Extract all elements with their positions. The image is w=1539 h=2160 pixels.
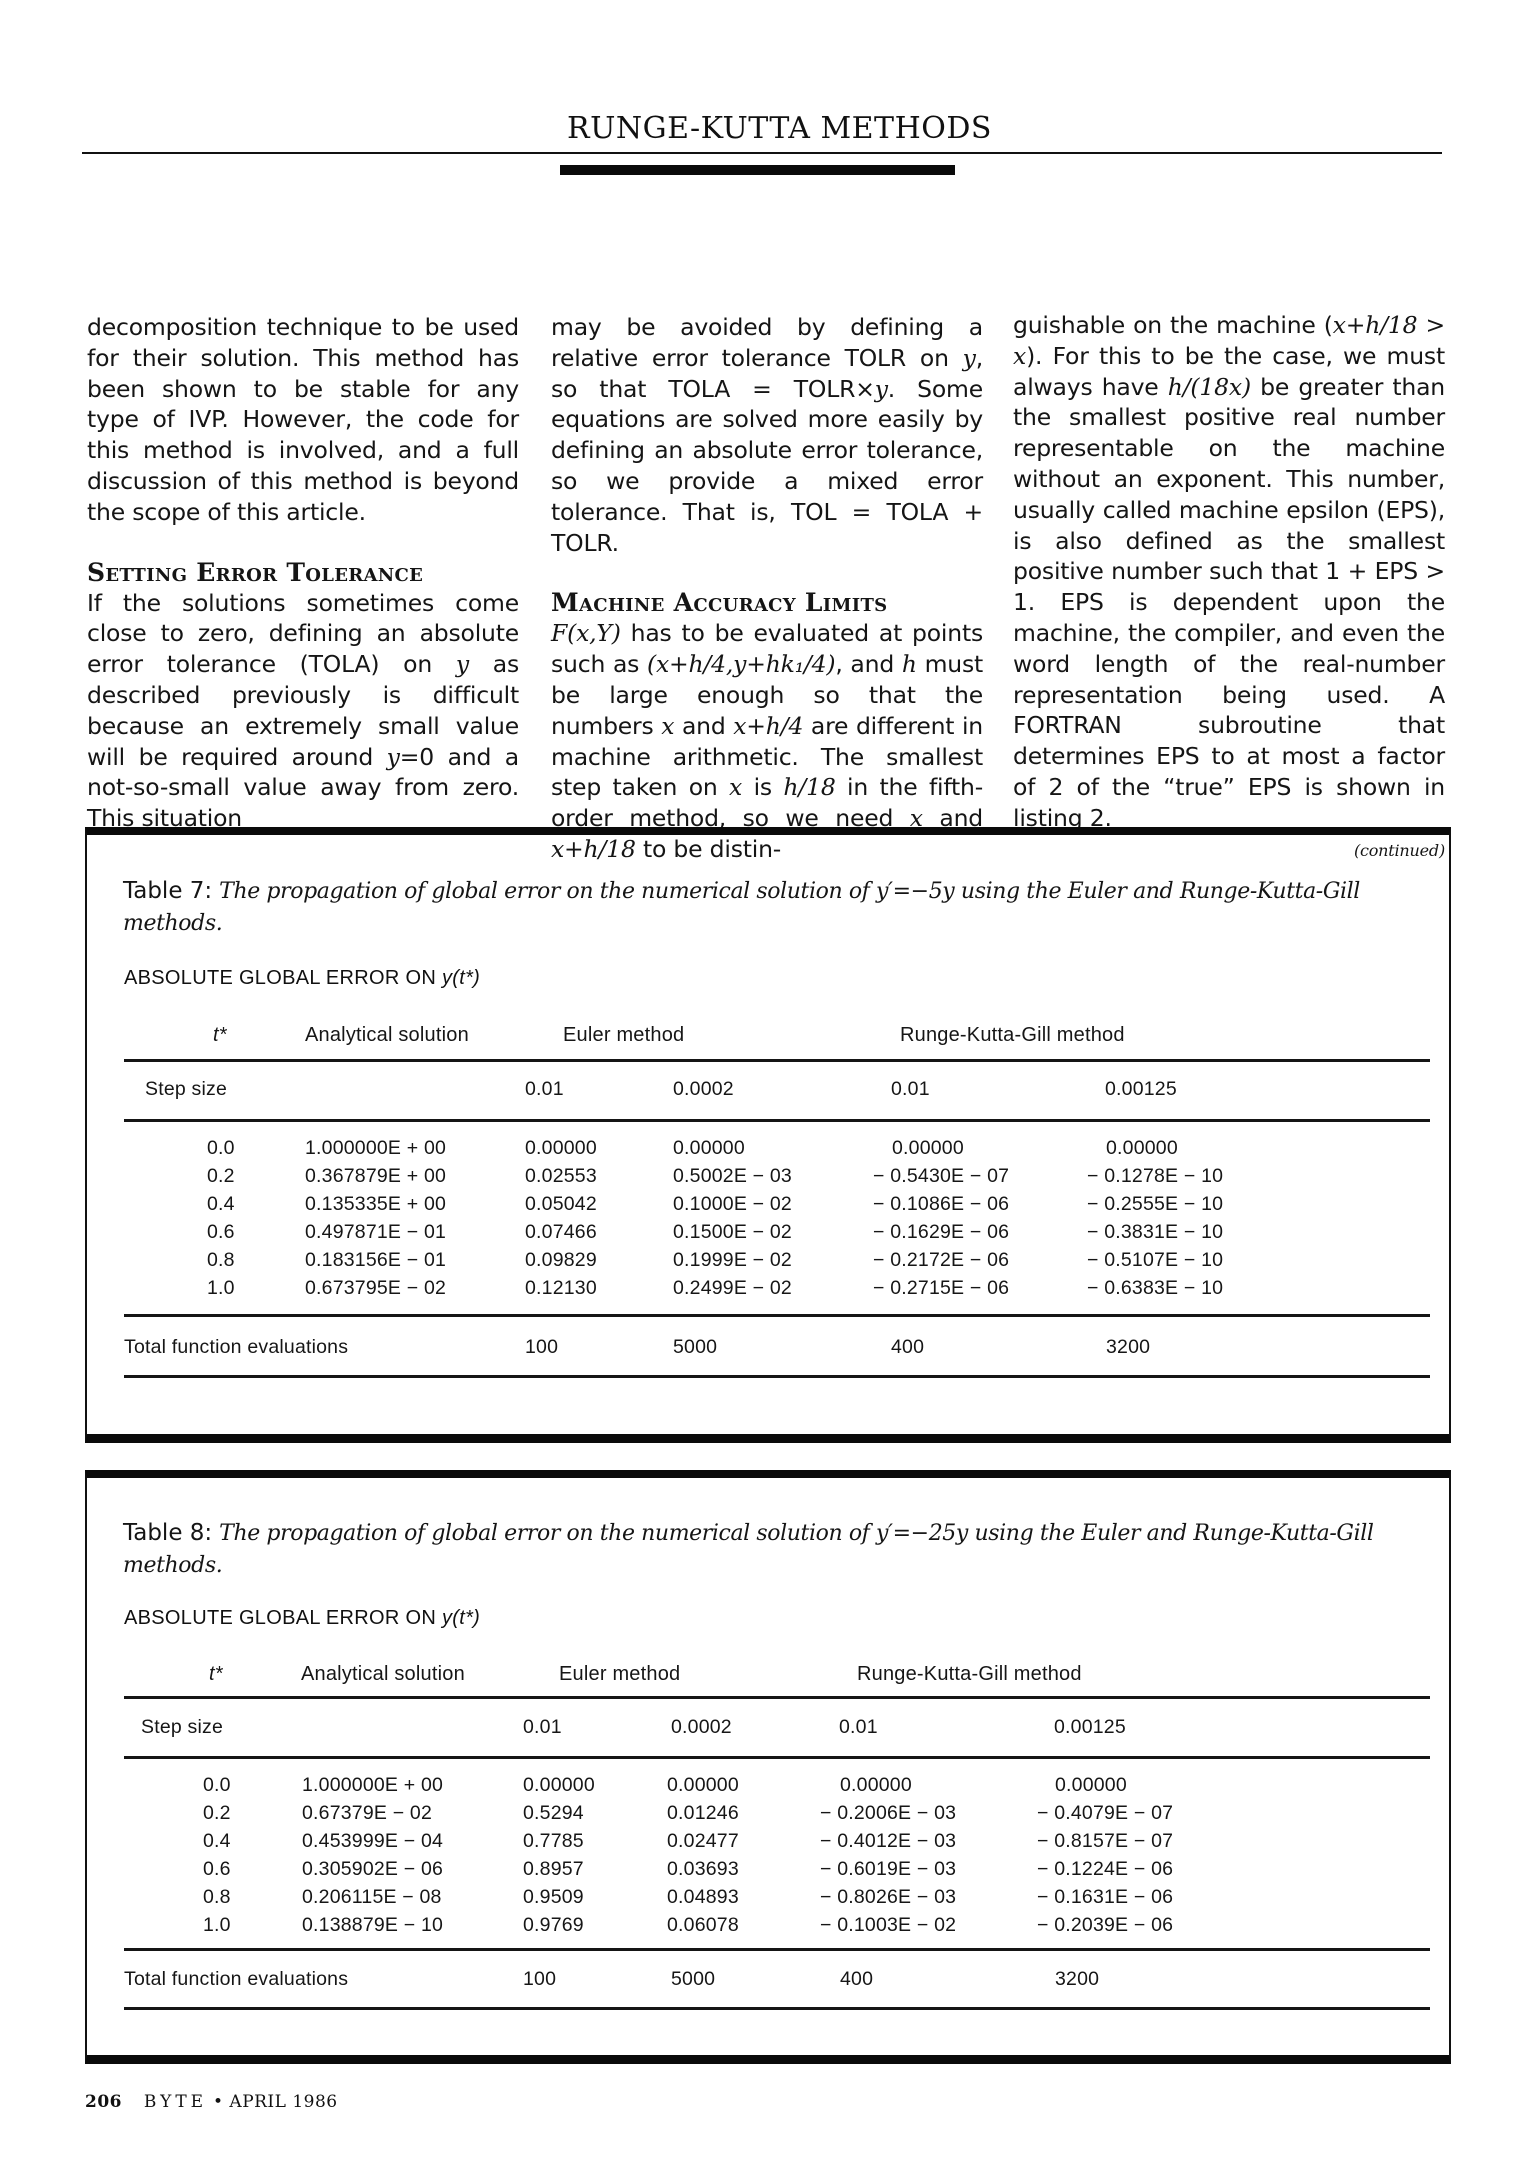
cell-rkg-000125: − 0.5107E − 10 (1087, 1249, 1224, 1271)
caption-text: The propagation of global error on the numerical solution of y′=−25y using the Euler and Runge-Kutta-Gill methods. (123, 1521, 1374, 1578)
cell-t: 1.0 (203, 1914, 231, 1936)
cell-t: 1.0 (207, 1277, 235, 1299)
totals-value: 100 (525, 1336, 559, 1358)
paragraph-text: , and (835, 650, 902, 679)
table-8-subtitle (124, 1607, 480, 1630)
cell-t: 0.2 (203, 1802, 231, 1824)
page-folio (85, 2092, 338, 2112)
table-row (87, 1914, 1449, 1942)
table-row (87, 1774, 1449, 1802)
cell-analytical: 0.367879E + 00 (305, 1165, 447, 1187)
cell-euler-001: 0.02553 (525, 1165, 597, 1187)
cell-rkg-001: 0.00000 (892, 1137, 964, 1159)
table-rule (124, 1696, 1430, 1699)
table-7-box (85, 827, 1451, 1443)
paragraph-text: and (922, 804, 983, 833)
paragraph (87, 588, 519, 834)
text-column-2 (551, 312, 983, 865)
cell-rkg-001: − 0.2006E − 03 (820, 1802, 957, 1824)
table-8-box (85, 1470, 1451, 2064)
math-var: h (901, 650, 917, 679)
magazine-name: BYTE (143, 2092, 208, 2112)
cell-t: 0.4 (203, 1830, 231, 1852)
cell-analytical: 0.206115E − 08 (302, 1886, 442, 1908)
cell-euler-00002: 0.06078 (667, 1914, 739, 1936)
table-row (87, 1886, 1449, 1914)
cell-analytical: 0.135335E + 00 (305, 1193, 447, 1215)
table-7-caption (123, 875, 1383, 940)
step-size-value: 0.0002 (673, 1078, 734, 1100)
cell-t: 0.0 (207, 1137, 235, 1159)
cell-analytical: 0.138879E − 10 (302, 1914, 444, 1936)
cell-euler-00002: 0.1999E − 02 (673, 1249, 792, 1271)
totals-value: 3200 (1055, 1968, 1100, 1990)
cell-analytical: 0.67379E − 02 (302, 1802, 433, 1824)
math-var: y (455, 650, 469, 679)
step-size-value: 0.00125 (1105, 1078, 1177, 1100)
paragraph (551, 312, 983, 558)
math-var: y (962, 343, 976, 372)
cell-euler-00002: 0.5002E − 03 (673, 1165, 792, 1187)
paragraph-text: and (674, 711, 734, 740)
table-row (87, 1830, 1449, 1858)
table-rule (124, 1314, 1430, 1317)
cell-analytical: 1.000000E + 00 (305, 1137, 447, 1159)
paragraph-text: are different in machine arithmetic. The smallest step taken on (551, 711, 983, 802)
cell-euler-001: 0.7785 (523, 1830, 584, 1852)
totals-value: 400 (840, 1968, 874, 1990)
step-size-label: Step size (145, 1078, 228, 1100)
table-row (87, 1249, 1449, 1277)
totals-label: Total function evaluations (124, 1336, 349, 1358)
col-header-rkg: Runge-Kutta-Gill method (900, 1024, 1125, 1046)
cell-rkg-000125: − 0.8157E − 07 (1037, 1830, 1174, 1852)
col-header-analytical: Analytical solution (301, 1663, 465, 1685)
continued-marker: (continued) (1353, 840, 1445, 860)
step-size-value: 0.01 (891, 1078, 930, 1100)
section-heading-machine-accuracy: Machine Accuracy Limits (551, 588, 888, 618)
table-rule (124, 1375, 1430, 1378)
cell-t: 0.6 (203, 1858, 231, 1880)
cell-euler-00002: 0.1000E − 02 (673, 1193, 792, 1215)
math-var: y (874, 374, 888, 403)
col-header-euler: Euler method (559, 1663, 681, 1685)
table-row (87, 1137, 1449, 1165)
cell-rkg-000125: − 0.2039E − 06 (1037, 1914, 1174, 1936)
table-rule (124, 1059, 1430, 1062)
table-8-caption (123, 1517, 1383, 1582)
cell-euler-001: 0.8957 (523, 1858, 584, 1880)
step-size-value: 0.0002 (671, 1716, 732, 1738)
table-7-subtitle (124, 967, 480, 990)
header-bar (560, 165, 955, 175)
math-var: y (386, 742, 400, 771)
table-row (87, 1165, 1449, 1193)
header-rule (82, 152, 1442, 154)
cell-rkg-000125: − 0.6383E − 10 (1087, 1277, 1224, 1299)
cell-euler-001: 0.5294 (523, 1802, 584, 1824)
cell-rkg-001: 0.00000 (840, 1774, 912, 1796)
bullet-separator: • (212, 2092, 224, 2112)
math-expr: x+h/18 > x (1013, 311, 1445, 370)
math-var: x (661, 711, 675, 740)
table-row (87, 1221, 1449, 1249)
cell-t: 0.8 (207, 1249, 235, 1271)
cell-t: 0.4 (207, 1193, 235, 1215)
cell-rkg-000125: 0.00000 (1106, 1137, 1178, 1159)
paragraph-text: must be large enough so that the numbers (551, 650, 984, 740)
math-expr: h/18 (783, 773, 836, 802)
cell-analytical: 0.673795E − 02 (305, 1277, 447, 1299)
table-rule (124, 2007, 1430, 2010)
issue-date: APRIL 1986 (229, 2092, 338, 2112)
step-size-value: 0.01 (523, 1716, 562, 1738)
cell-rkg-001: − 0.1003E − 02 (820, 1914, 957, 1936)
cell-rkg-000125: − 0.2555E − 10 (1087, 1193, 1224, 1215)
cell-euler-00002: 0.1500E − 02 (673, 1221, 792, 1243)
table-rule (124, 1756, 1430, 1759)
table-row (87, 1277, 1449, 1305)
running-head: RUNGE-KUTTA METHODS (567, 111, 992, 146)
step-size-value: 0.01 (525, 1078, 564, 1100)
totals-value: 5000 (673, 1336, 718, 1358)
step-size-value: 0.01 (839, 1716, 878, 1738)
math-var: x (729, 773, 743, 802)
paragraph (1013, 310, 1445, 834)
cell-rkg-001: − 0.1086E − 06 (873, 1193, 1010, 1215)
step-size-label: Step size (141, 1716, 224, 1738)
paragraph-text: guishable on the machine ( (1013, 311, 1333, 339)
text-column-3 (1013, 310, 1445, 864)
cell-euler-001: 0.00000 (523, 1774, 595, 1796)
cell-rkg-000125: 0.00000 (1055, 1774, 1127, 1796)
cell-rkg-001: − 0.6019E − 03 (820, 1858, 957, 1880)
table-rule (124, 1119, 1430, 1122)
paragraph-text: , so that TOLA = TOLR× (551, 343, 983, 403)
cell-euler-00002: 0.04893 (667, 1886, 739, 1908)
cell-rkg-000125: − 0.4079E − 07 (1037, 1802, 1174, 1824)
cell-euler-001: 0.09829 (525, 1249, 597, 1271)
text-column-1 (87, 312, 519, 834)
cell-euler-00002: 0.01246 (667, 1802, 739, 1824)
paragraph-text: is (742, 773, 784, 802)
cell-rkg-000125: − 0.1631E − 06 (1037, 1886, 1174, 1908)
table-rule (124, 1948, 1430, 1951)
math-expr: x+h/18 (551, 834, 636, 863)
totals-value: 3200 (1106, 1336, 1151, 1358)
paragraph-text: If the solutions sometimes come close to zero, defining an absolute error tolerance (TOLA) on (87, 588, 519, 679)
cell-rkg-001: − 0.4012E − 03 (820, 1830, 957, 1852)
section-heading-error-tolerance: Setting Error Tolerance (87, 557, 424, 587)
cell-analytical: 0.497871E − 01 (305, 1221, 447, 1243)
paragraph (87, 312, 519, 528)
cell-rkg-001: − 0.2715E − 06 (873, 1277, 1010, 1299)
table-label: Table 8: (123, 1520, 213, 1546)
cell-t: 0.0 (203, 1774, 231, 1796)
subtitle-var: y(t*) (441, 1607, 481, 1629)
math-expr: F(x,Y) (551, 619, 621, 648)
cell-euler-00002: 0.2499E − 02 (673, 1277, 792, 1299)
table-label: Table 7: (123, 878, 213, 904)
paragraph-text: has to be evaluated at points such as (551, 619, 983, 679)
cell-t: 0.6 (207, 1221, 235, 1243)
subtitle-var: y(t*) (441, 967, 481, 989)
cell-rkg-001: − 0.2172E − 06 (873, 1249, 1010, 1271)
col-header-t: t* (209, 1663, 223, 1685)
table-row (87, 1858, 1449, 1886)
col-header-rkg: Runge-Kutta-Gill method (857, 1663, 1082, 1685)
col-header-analytical: Analytical solution (305, 1024, 469, 1046)
paragraph-text: ). For this to be the case, we must always have (1013, 341, 1445, 401)
cell-euler-001: 0.9509 (523, 1886, 584, 1908)
totals-value: 400 (891, 1336, 925, 1358)
cell-rkg-000125: − 0.1278E − 10 (1087, 1165, 1224, 1187)
paragraph-text: =0 and a not-so-small value away from zero. This situation (87, 742, 519, 833)
cell-t: 0.8 (203, 1886, 231, 1908)
cell-euler-00002: 0.02477 (667, 1830, 739, 1852)
paragraph-text: as described previously is difficult because an extremely small value will be required around (87, 650, 520, 771)
math-expr: x+h/4 (733, 711, 804, 740)
paragraph-text: decomposition technique to be used for their solution. This method has been shown to be stable for any type of IVP. However, the code for this method is involved, and a full discussion of this method is beyond the scope of this article. (87, 313, 519, 526)
cell-rkg-000125: − 0.1224E − 06 (1037, 1858, 1174, 1880)
cell-euler-001: 0.07466 (525, 1221, 597, 1243)
cell-rkg-001: − 0.5430E − 07 (873, 1165, 1010, 1187)
caption-text: The propagation of global error on the numerical solution of y′=−5y using the Euler and Runge-Kutta-Gill methods. (123, 879, 1360, 936)
totals-label: Total function evaluations (124, 1968, 349, 1990)
cell-euler-00002: 0.00000 (667, 1774, 739, 1796)
table-row (87, 1193, 1449, 1221)
paragraph-text: be greater than the smallest positive real number representable on the machine without an exponent. This number, usually called machine epsilon (EPS), is also defined as the smallest positive number such that 1 + EPS > 1. EPS is dependent upon the machine, the compiler, and even the word length of the real-number representation being used. A FORTRAN subroutine that determines EPS to at most a factor of 2 of the “true” EPS is shown in listing 2. (1013, 372, 1445, 832)
cell-t: 0.2 (207, 1165, 235, 1187)
cell-euler-00002: 0.00000 (673, 1137, 745, 1159)
totals-value: 100 (523, 1968, 557, 1990)
paragraph-text: to be distin- (635, 834, 782, 863)
cell-rkg-000125: − 0.3831E − 10 (1087, 1221, 1224, 1243)
subtitle-text: ABSOLUTE GLOBAL ERROR ON (124, 1607, 442, 1629)
cell-analytical: 1.000000E + 00 (302, 1774, 444, 1796)
paragraph-text: . Some equations are solved more easily by defining an absolute error tolerance, so we provide a mixed error tolerance. That is, TOL = TOLA + TOLR. (551, 374, 984, 557)
totals-value: 5000 (671, 1968, 716, 1990)
cell-euler-001: 0.00000 (525, 1137, 597, 1159)
cell-euler-001: 0.9769 (523, 1914, 584, 1936)
cell-euler-001: 0.05042 (525, 1193, 597, 1215)
cell-euler-00002: 0.03693 (667, 1858, 739, 1880)
paragraph-text: may be avoided by defining a relative error tolerance TOLR on (551, 313, 983, 372)
cell-analytical: 0.453999E − 04 (302, 1830, 444, 1852)
subtitle-text: ABSOLUTE GLOBAL ERROR ON (124, 967, 442, 989)
step-size-value: 0.00125 (1054, 1716, 1126, 1738)
cell-euler-001: 0.12130 (525, 1277, 597, 1299)
table-row (87, 1802, 1449, 1830)
col-header-t: t* (213, 1024, 227, 1046)
math-var: x (909, 804, 923, 833)
math-expr: h/(18x) (1167, 372, 1251, 401)
paragraph-text: in the fifth-order method, so we need (551, 773, 984, 833)
page-number: 206 (85, 2092, 122, 2112)
col-header-euler: Euler method (563, 1024, 685, 1046)
cell-analytical: 0.183156E − 01 (305, 1249, 447, 1271)
cell-rkg-001: − 0.8026E − 03 (820, 1886, 957, 1908)
cell-rkg-001: − 0.1629E − 06 (873, 1221, 1010, 1243)
cell-analytical: 0.305902E − 06 (302, 1858, 444, 1880)
math-expr: (x+h/4,y+hk₁/4) (646, 650, 836, 679)
